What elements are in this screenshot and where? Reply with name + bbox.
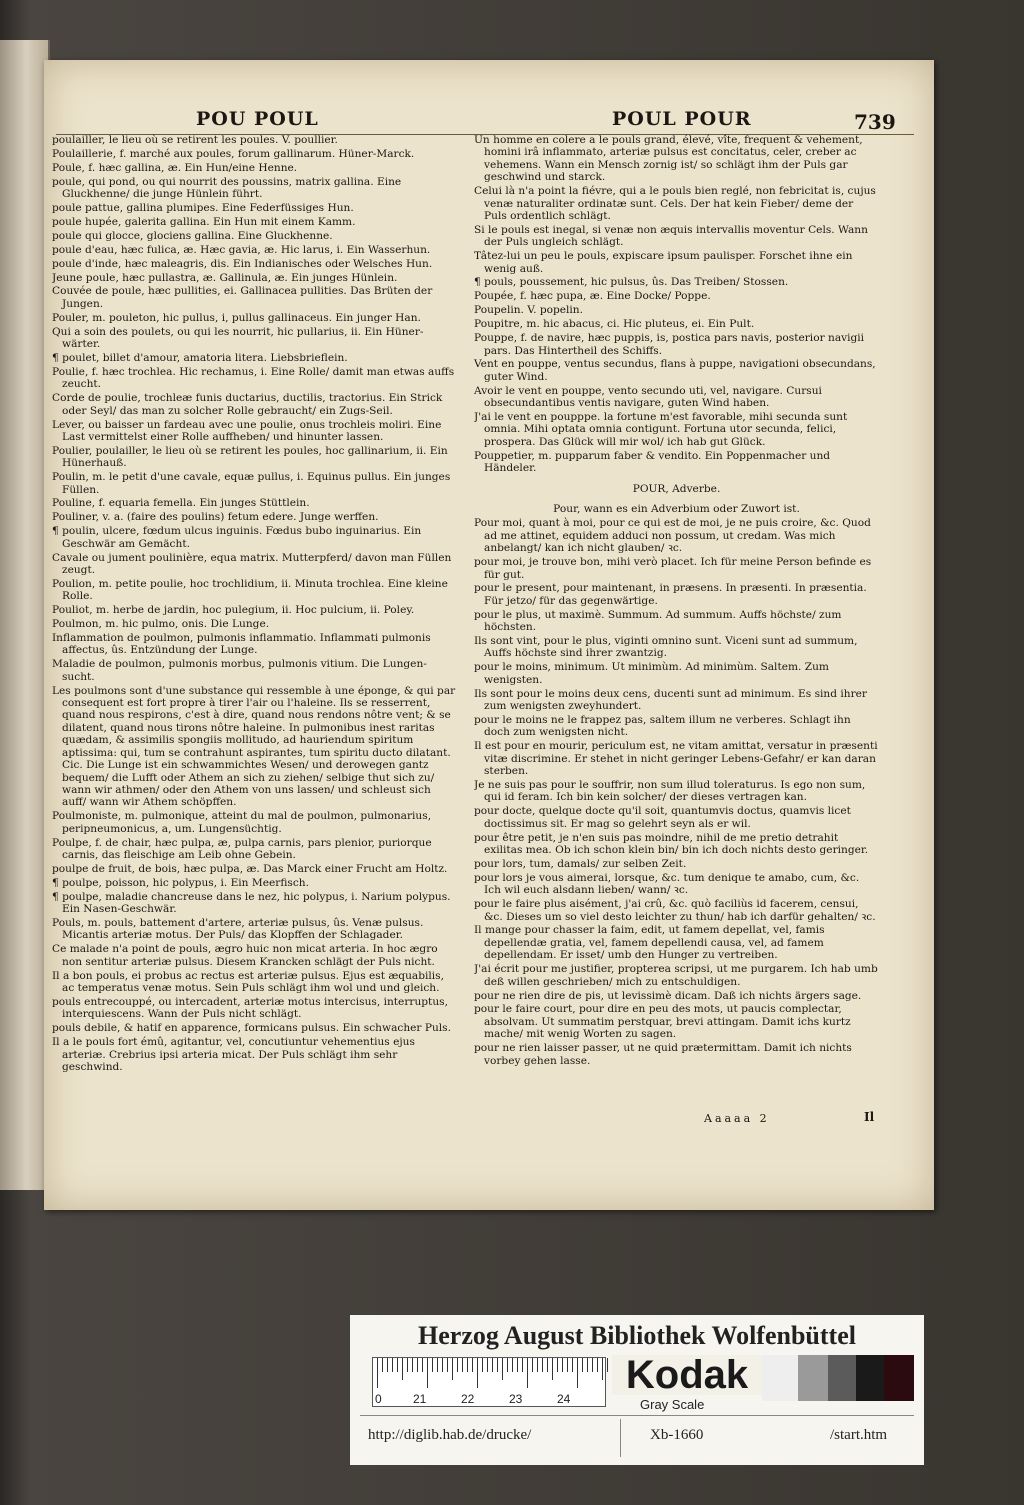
ruler-tick bbox=[532, 1358, 533, 1372]
dictionary-entry: Poulmon, m. hic pulmo, onis. Die Lunge. bbox=[52, 618, 270, 631]
ruler-tick bbox=[422, 1358, 423, 1372]
ruler-tick bbox=[392, 1358, 393, 1372]
dictionary-entry: pour le plus, ut maximè. Summum. Ad summum. Auffs höchste/ zum höchsten. bbox=[474, 608, 842, 634]
library-name: Herzog August Bibliothek Wolfenbüttel bbox=[418, 1321, 856, 1350]
dictionary-entry: pour ne rien laisser passer, ut ne quid prætermittam. Damit ich nichts vorbey gehen lasse. bbox=[474, 1042, 852, 1067]
dictionary-entry: Celui là n'a point la fiévre, qui a le pouls bien reglé, non febricitat is, cujus venæ naturaliter ordinatæ sunt. Cels. Der hat kein Fieber/ deme der Puls ordentlich schlägt. bbox=[474, 185, 876, 222]
section-heading: POUR, Adverbe. bbox=[632, 482, 721, 495]
ruler-tick bbox=[547, 1358, 548, 1372]
right-running-head: POUL POUR bbox=[612, 108, 752, 130]
ruler-tick bbox=[512, 1358, 513, 1372]
start-page-link[interactable]: /start.htm bbox=[830, 1427, 888, 1443]
ruler-tick bbox=[592, 1358, 593, 1372]
dictionary-entry: Vent en pouppe, ventus secundus, flans à puppe, navigationi obsecundans, guter Wind. bbox=[474, 358, 876, 383]
dictionary-entry: Qui a soin des poulets, ou qui les nourrit, hic pullarius, ii. Ein Hüner-wärter. bbox=[52, 325, 424, 351]
ruler-tick bbox=[587, 1358, 588, 1372]
ruler-tick bbox=[572, 1358, 573, 1372]
dictionary-entry: Corde de poulie, trochleæ funis ductarius, ductilis, tractorius. Ein Strick oder Seyl/ das man zu solcher Rolle gebraucht/ ein Zugs-Seil. bbox=[52, 392, 443, 417]
dictionary-entry: pour être petit, je n'en suis pas moindre, nihil de me pretio detrahit exilitas mea. Ob ich schon klein bin/ bin ich doch nichts desto geringer. bbox=[474, 831, 869, 857]
gray-swatch bbox=[828, 1355, 856, 1401]
gray-swatch bbox=[762, 1355, 798, 1401]
ruler-tick bbox=[412, 1358, 413, 1372]
dictionary-entry: Il mange pour chasser la faim, edit, ut famem depellat, vel, famis depellendæ gratia, vel, famem depellendi causa, vel, ad famem depellendam. Er isset/ umb den Hunger zu vertreiben. bbox=[474, 924, 825, 962]
ruler-tick bbox=[452, 1358, 453, 1380]
dictionary-entry: Ce malade n'a point de pouls, ægro huic non micat arteria. In hoc ægro non sentitur arteriæ pulsus. Diesem Krancken schlägt der Puls nicht. bbox=[52, 943, 438, 968]
dictionary-entry: poule, qui pond, ou qui nourrit des poussins, matrix gallina. Eine Gluckhenne/ die junge Hünlein führt. bbox=[52, 175, 402, 201]
ruler-tick bbox=[582, 1358, 583, 1372]
gray-scale-label: Gray Scale bbox=[640, 1397, 705, 1412]
dictionary-entry: ¶ poulpe, poisson, hic polypus, i. Ein Meerfisch. bbox=[52, 876, 309, 889]
facing-page-edge bbox=[0, 40, 50, 1190]
ruler-tick bbox=[527, 1358, 528, 1388]
ruler-tick bbox=[467, 1358, 468, 1372]
card-rule bbox=[360, 1415, 914, 1416]
dictionary-page bbox=[44, 60, 934, 1210]
dictionary-entry: pour docte, quelque docte qu'il soit, quantumvis doctus, quamvis licet doctissimus sit. Er mag so gelehrt seyn als er wil. bbox=[474, 805, 851, 830]
ruler-tick bbox=[457, 1358, 458, 1372]
dictionary-entry: pour le moins ne le frappez pas, saltem illum ne verberes. Schlagt ihn doch zum wenigsten nicht. bbox=[474, 713, 851, 739]
ruler-tick bbox=[537, 1358, 538, 1372]
dictionary-entry: poule hupée, galerita gallina. Ein Hun mit einem Kamm. bbox=[52, 215, 356, 228]
ruler-tick bbox=[482, 1358, 483, 1372]
dictionary-entry: J'ai écrit pour me justifier, propterea scripsi, ut me purgarem. Ich hab umb deß willen geschrieben/ mich zu entschuldigen. bbox=[474, 963, 878, 988]
ruler-tick bbox=[417, 1358, 418, 1372]
dictionary-entry: pour ne rien dire de pis, ut levissimè dicam. Daß ich nichts ärgers sage. bbox=[474, 989, 862, 1002]
ruler-tick bbox=[377, 1358, 378, 1388]
dictionary-entry: Jeune poule, hæc pullastra, æ. Gallinula, æ. Ein junges Hünlein. bbox=[52, 271, 398, 284]
ruler-tick bbox=[517, 1358, 518, 1372]
ruler-number: 0 bbox=[375, 1392, 382, 1406]
dictionary-entry: poulpe de fruit, de bois, hæc pulpa, æ. Das Marck einer Frucht am Holtz. bbox=[52, 862, 448, 875]
ruler-tick bbox=[397, 1358, 398, 1372]
ruler-tick bbox=[427, 1358, 428, 1388]
dictionary-entry: Un homme en colere a le pouls grand, élevé, vîte, frequent & vehement, homini irâ inflammato, arteriæ pulsus est concitatus, celer, creber ac vehemens. Wann ein Mensch zornig ist/ so schlägt ihm der Puls gar geschwind und starck. bbox=[474, 134, 863, 184]
dictionary-entry: Poulin, m. le petit d'une cavale, equæ pullus, i. Equinus pullus. Ein junges Füllen. bbox=[52, 471, 451, 496]
dictionary-entry: pour lors je vous aimerai, lorsque, &c. tum denique te amabo, cum, &c. Ich wil euch alsdann lieben/ wann/ ꝛc. bbox=[474, 871, 860, 897]
dictionary-entry: poule d'eau, hæc fulica, æ. Hæc gavia, æ. Hic larus, i. Ein Wasserhun. bbox=[52, 243, 431, 256]
ruler-tick bbox=[472, 1358, 473, 1372]
section-heading: Pour, wann es ein Adverbium oder Zuwort ist. bbox=[553, 502, 800, 515]
signature-mark: Aaaaa 2 bbox=[704, 1112, 770, 1125]
left-column bbox=[52, 134, 457, 1134]
dictionary-entry: pouls debile, & hatif en apparence, formicans pulsus. Ein schwacher Puls. bbox=[52, 1022, 451, 1035]
dictionary-entry: Maladie de poulmon, pulmonis morbus, pulmonis vitium. Die Lungen-sucht. bbox=[52, 658, 427, 683]
dictionary-entry: Pouls, m. pouls, battement d'artere, arteriæ pulsus, ûs. Venæ pulsus. Micantis arteriæ motus. Der Puls/ das Klopffen der Schlagader. bbox=[52, 916, 424, 942]
dictionary-entry: Inflammation de poulmon, pulmonis inflammatio. Inflammati pulmonis affectus, ûs. Entzündung der Lunge. bbox=[52, 632, 431, 657]
ruler-tick bbox=[492, 1358, 493, 1372]
ruler-tick bbox=[407, 1358, 408, 1372]
ruler-tick bbox=[607, 1358, 608, 1372]
dictionary-entry: poule qui glocce, glociens gallina. Eine Gluckhenne. bbox=[52, 229, 333, 242]
dictionary-entry: Poulmoniste, m. pulmonique, atteint du mal de poulmon, pulmonarius, peripneumonicus, a, um. Lungensüchtig. bbox=[52, 810, 432, 835]
dictionary-entry: Poulion, m. petite poulie, hoc trochlidium, ii. Minuta trochlea. Eine kleine Rolle. bbox=[52, 577, 448, 603]
dictionary-entry: Poulaillerie, f. marché aux poules, forum gallinarum. Hüner-Marck. bbox=[52, 147, 415, 160]
dictionary-entry: pour lors, tum, damals/ zur selben Zeit. bbox=[474, 857, 687, 870]
ruler-tick bbox=[522, 1358, 523, 1372]
ruler-tick bbox=[447, 1358, 448, 1372]
dictionary-entry: ¶ poulet, billet d'amour, amatoria litera. Liebsbrieflein. bbox=[52, 352, 348, 364]
dictionary-entry: Avoir le vent en pouppe, vento secundo uti, vel, navigare. Cursui obsecundantibus ventis navigare, guten Wind haben. bbox=[474, 384, 822, 410]
ruler-tick bbox=[442, 1358, 443, 1372]
dictionary-entry: Pouppe, f. de navire, hæc puppis, is, postica pars navis, posterior navigii pars. Das Hintertheil des Schiffs. bbox=[474, 332, 865, 357]
ruler-tick bbox=[602, 1358, 603, 1380]
ruler-tick bbox=[507, 1358, 508, 1372]
dictionary-entry: Si le pouls est inegal, si venæ non æquis intervallis moventur Cels. Wann der Puls ungleich schlägt. bbox=[474, 223, 868, 249]
ruler-tick bbox=[597, 1358, 598, 1372]
dictionary-entry: Poulier, poulailler, le lieu où se retirent les poules, hoc gallinarium, ii. Ein Hünerhauß. bbox=[52, 444, 448, 470]
dictionary-entry: pour le faire plus aisément, j'ai crû, &c. quò faciliùs id facerem, censui, &c. Dieses um so viel desto leichter zu thun/ hab ich darfür gehalten/ ꝛc. bbox=[474, 898, 876, 923]
dictionary-entry: Pouliner, v. a. (faire des poulins) fetum edere. Junge werffen. bbox=[52, 511, 379, 524]
dictionary-entry: Les poulmons sont d'une substance qui ressemble à une éponge, & qui par consequent est fort propre à tirer l'air ou l'haleine. Ils se resserrent, quand nous respirons, c'est à dire, quand nous rendons nôtre vent; & se dilatent, quand nous tirons nôtre haleine. In pulmonibus inest raritas quædam, & assimilis spongiis mollitudo, ad hauriendum spiritum aptissima: qui, tum se contrahunt aspirantes, tum spiritu ducto dilatant. Cic. Die Lunge ist ein schwammichtes Wesen/ und derowegen gantz bequem/ die Lufft oder Athem an sich zu ziehen/ selbige thut sich zu/ wann wir athmen/ oder den Athem von uns lassen/ und schleust sich auff/ wann wir Athem schöpffen. bbox=[52, 684, 456, 809]
dictionary-entry: Lever, ou baisser un fardeau avec une poulie, onus trochleis moliri. Eine Last vermittelst einer Rolle auffheben/ und hinunter lassen. bbox=[52, 418, 442, 443]
gray-swatch bbox=[884, 1355, 914, 1401]
dictionary-entry: Pouline, f. equaria femella. Ein junges Stüttlein. bbox=[52, 497, 310, 510]
ruler-number: 21 bbox=[413, 1392, 427, 1406]
ruler-tick bbox=[477, 1358, 478, 1388]
shelfmark: Xb-1660 bbox=[650, 1427, 704, 1443]
ruler-tick bbox=[382, 1358, 383, 1372]
right-column bbox=[474, 134, 879, 1119]
dictionary-entry: Pour moi, quant à moi, pour ce qui est de moi, je ne puis croire, &c. Quod ad me attinet, equidem adduci non possum, ut credam. Was mich anbelangt/ kan ich nicht glauben/ ꝛc. bbox=[474, 517, 871, 555]
dictionary-entry: ¶ pouls, poussement, hic pulsus, ûs. Das Treiben/ Stossen. bbox=[474, 276, 789, 289]
dictionary-entry: pouls entrecouppé, ou intercadent, arteriæ motus intercisus, interruptus, interquiescens. Wann der Puls nicht schlägt. bbox=[52, 995, 448, 1021]
ruler-tick bbox=[497, 1358, 498, 1372]
ruler-tick bbox=[462, 1358, 463, 1372]
ruler-number: 24 bbox=[557, 1392, 571, 1406]
dictionary-entry: Je ne suis pas pour le souffrir, non sum illud toleraturus. Is ego non sum, qui id feram. Ich bin kein solcher/ der dieses vertragen kan. bbox=[474, 779, 866, 804]
ruler-tick bbox=[552, 1358, 553, 1380]
dictionary-entry: poule pattue, gallina plumipes. Eine Federfüssiges Hun. bbox=[52, 202, 354, 215]
dictionary-entry: Poulpe, f. de chair, hæc pulpa, æ, pulpa carnis, pars plenior, puriorque carnis, das fleischige am Leib ohne Gebein. bbox=[52, 836, 432, 861]
left-running-head: POU POUL bbox=[196, 108, 319, 130]
dictionary-entry: Ils sont vint, pour le plus, viginti omnino sunt. Viceni sunt ad summum, Auffs höchste sind ihrer zwantzig. bbox=[474, 635, 858, 660]
scale-ruler bbox=[372, 1357, 606, 1407]
dictionary-entry: Cavale ou jument poulinière, equa matrix. Mutterpferd/ davon man Füllen zeugt. bbox=[52, 551, 452, 576]
ruler-tick bbox=[432, 1358, 433, 1372]
ruler-tick bbox=[437, 1358, 438, 1372]
dictionary-entry: Poupée, f. hæc pupa, æ. Eine Docke/ Poppe. bbox=[474, 290, 711, 303]
ruler-tick bbox=[502, 1358, 503, 1380]
ruler-tick bbox=[562, 1358, 563, 1372]
ruler-tick bbox=[577, 1358, 578, 1388]
ruler-tick bbox=[557, 1358, 558, 1372]
dictionary-entry: pour le moins, minimum. Ut minimùm. Ad minimùm. Saltem. Zum wenigsten. bbox=[474, 661, 829, 686]
gray-swatch bbox=[798, 1355, 828, 1401]
ruler-tick bbox=[387, 1358, 388, 1372]
gray-swatch bbox=[856, 1355, 884, 1401]
dictionary-entry: Pouler, m. pouleton, hic pullus, i, pullus gallinaceus. Ein junger Han. bbox=[52, 311, 421, 324]
ruler-tick bbox=[402, 1358, 403, 1380]
dictionary-entry: Poupelin. V. popelin. bbox=[474, 304, 583, 317]
dictionary-entry: Il est pour en mourir, periculum est, ne vitam amittat, versatur in præsenti vitæ discrimine. Er stehet in nicht geringer Lebens-Gefahr/ er kan daran sterben. bbox=[474, 740, 878, 778]
ruler-number: 22 bbox=[461, 1392, 475, 1406]
ruler-tick bbox=[487, 1358, 488, 1372]
dictionary-entry: poule d'inde, hæc maleagris, dis. Ein Indianisches oder Welsches Hun. bbox=[52, 257, 433, 270]
ruler-tick bbox=[542, 1358, 543, 1372]
dictionary-entry: pour le faire court, pour dire en peu des mots, ut paucis complectar, absolvam. Ut summatim perstquar, brevi attingam. Damit ichs kurtz mache/ mit wenig Worten zu sagen. bbox=[474, 1003, 851, 1041]
kodak-logo: Kodak bbox=[612, 1355, 762, 1395]
dictionary-entry: Poupitre, m. hic abacus, ci. Hic pluteus, ei. Ein Pult. bbox=[474, 318, 755, 331]
card-divider bbox=[620, 1419, 621, 1457]
dictionary-entry: Ils sont pour le moins deux cens, ducenti sunt ad minimum. Es sind ihrer zum wenigsten zweyhundert. bbox=[474, 687, 867, 713]
dictionary-entry: Pouppetier, m. pupparum faber & vendito. Ein Poppenmacher und Händeler. bbox=[474, 449, 831, 475]
dictionary-entry: Il a bon pouls, ei probus ac rectus est arteriæ pulsus. Ejus est æquabilis, ac temperatus venæ motus. Sein Puls schlägt ihm wol und und gleich. bbox=[52, 969, 444, 994]
catalog-url[interactable]: http://diglib.hab.de/drucke/ bbox=[368, 1427, 532, 1443]
dictionary-entry: Poulie, f. hæc trochlea. Hic rechamus, i. Eine Rolle/ damit man etwas auffs zeucht. bbox=[52, 365, 455, 391]
dictionary-entry: Poule, f. hæc gallina, æ. Ein Hun/eine Henne. bbox=[52, 161, 298, 174]
catchword: Il bbox=[864, 1110, 875, 1124]
library-target-card bbox=[350, 1315, 924, 1465]
dictionary-entry: pour le present, pour maintenant, in præsens. In præsenti. In præsentia. Für jetzo/ für das gegenwärtige. bbox=[474, 582, 867, 607]
dictionary-entry: J'ai le vent en poupppe. la fortune m'est favorable, mihi secunda sunt omnia. Mihi optata omnia contigunt. Fortuna utor secunda, felici, prospera. Das Glück will mir wol/ ich hab gut Glück. bbox=[474, 411, 848, 448]
dictionary-entry: Il a le pouls fort émû, agitantur, vel, concutiuntur vehementius ejus arteriæ. Crebrius ipsi arteria micat. Der Puls schlägt ihm sehr geschwind. bbox=[52, 1036, 415, 1073]
dictionary-entry: ¶ poulin, ulcere, fœdum ulcus inguinis. Fœdus bubo inguinarius. Ein Geschwär am Gemächt. bbox=[52, 525, 422, 550]
page-number: 739 bbox=[854, 110, 896, 134]
ruler-tick bbox=[567, 1358, 568, 1372]
dictionary-entry: ¶ poulpe, maladie chancreuse dans le nez, hic polypus, i. Narium polypus. Ein Nasen-Geschwär. bbox=[52, 890, 451, 916]
dictionary-entry: Pouliot, m. herbe de jardin, hoc pulegium, ii. Hoc pulcium, ii. Poley. bbox=[52, 604, 415, 617]
dictionary-entry: Tâtez-lui un peu le pouls, expiscare ipsum paulisper. Forschet ihne ein wenig auß. bbox=[474, 250, 853, 275]
dictionary-entry: Couvée de poule, hæc pullities, ei. Gallinacea pullities. Das Brüten der Jungen. bbox=[52, 285, 433, 310]
ruler-number: 23 bbox=[509, 1392, 523, 1406]
dictionary-entry: pour moi, je trouve bon, mihi verò placet. Ich für meine Person befinde es für gut. bbox=[474, 556, 872, 581]
dictionary-entry: poulailler, le lieu où se retirent les poules. V. poullier. bbox=[52, 134, 338, 146]
